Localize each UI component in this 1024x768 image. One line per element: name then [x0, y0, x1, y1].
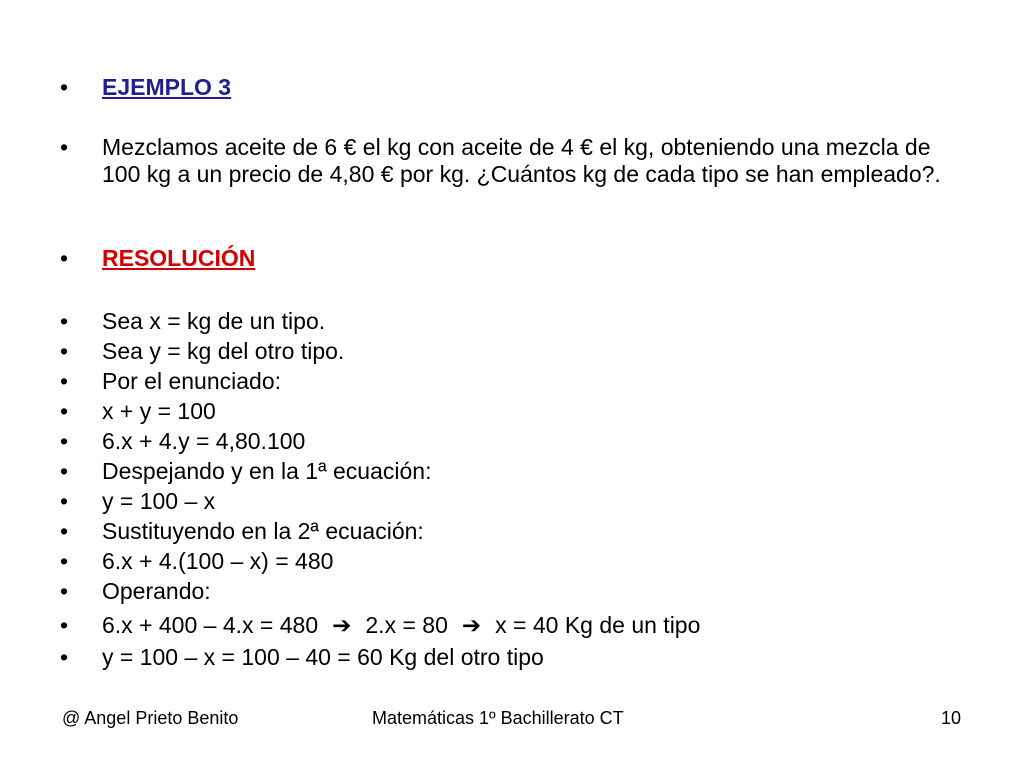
arrow-right-icon: ➔ [461, 613, 482, 639]
resolution-title-item [60, 245, 960, 272]
line-text: x + y = 100 [102, 398, 216, 424]
final-step-part2: 2.x = 80 [365, 612, 448, 638]
bullet: • [60, 428, 69, 454]
bullet: • [60, 368, 69, 394]
line-text: Sea y = kg del otro tipo. [102, 338, 345, 364]
resolution-line [60, 458, 960, 485]
line-text: Sea x = kg de un tipo. [102, 308, 326, 334]
last-line-text: y = 100 – x = 100 – 40 = 60 Kg del otro tipo [102, 644, 544, 670]
resolution-line [60, 428, 960, 455]
line-text: 6.x + 4.(100 – x) = 480 [102, 548, 334, 574]
bullet: • [60, 308, 69, 334]
bullet: • [60, 74, 69, 100]
resolution-line [60, 398, 960, 425]
bullet: • [60, 578, 69, 604]
resolution-line [60, 308, 960, 335]
resolution-line [60, 488, 960, 515]
example-title: EJEMPLO 3 [102, 74, 232, 100]
resolution-line [60, 368, 960, 395]
footer-author: @ Angel Prieto Benito [62, 708, 239, 728]
resolution-line [60, 518, 960, 545]
arrow-right-icon: ➔ [332, 613, 352, 639]
bullet: • [60, 518, 69, 544]
bullet: • [60, 612, 69, 638]
final-step-text [102, 612, 960, 640]
bullet: • [60, 134, 69, 160]
final-step-line [60, 612, 960, 640]
bullet: • [60, 458, 69, 484]
problem-statement-item [60, 134, 960, 188]
bullet: • [60, 398, 69, 424]
line-text: Operando: [102, 578, 211, 604]
line-text: Por el enunciado: [102, 368, 282, 394]
bullet: • [60, 245, 69, 271]
resolution-line [60, 548, 960, 575]
last-line [60, 644, 960, 671]
final-step-part3: x = 40 Kg de un tipo [495, 612, 701, 638]
footer-course: Matemáticas 1º Bachillerato CT [372, 708, 624, 728]
resolution-line [60, 578, 960, 605]
line-text: Despejando y en la 1ª ecuación: [102, 458, 432, 484]
line-text: y = 100 – x [102, 488, 216, 514]
bullet: • [60, 644, 69, 670]
bullet: • [60, 338, 69, 364]
line-text: 6.x + 4.y = 4,80.100 [102, 428, 306, 454]
bullet: • [60, 548, 69, 574]
resolution-line [60, 338, 960, 365]
footer-page-number: 10 [941, 708, 962, 728]
bullet: • [60, 488, 69, 514]
problem-statement: Mezclamos aceite de 6 € el kg con aceite de 4 € el kg, obteniendo una mezcla de 100 kg a un precio de 4,80 € por kg. ¿Cuántos kg de cada tipo se han empleado?. [102, 134, 941, 187]
line-text: Sustituyendo en la 2ª ecuación: [102, 518, 424, 544]
resolution-title: RESOLUCIÓN [102, 245, 256, 271]
example-title-item [60, 74, 960, 101]
final-step-part1: 6.x + 400 – 4.x = 480 [102, 612, 319, 638]
